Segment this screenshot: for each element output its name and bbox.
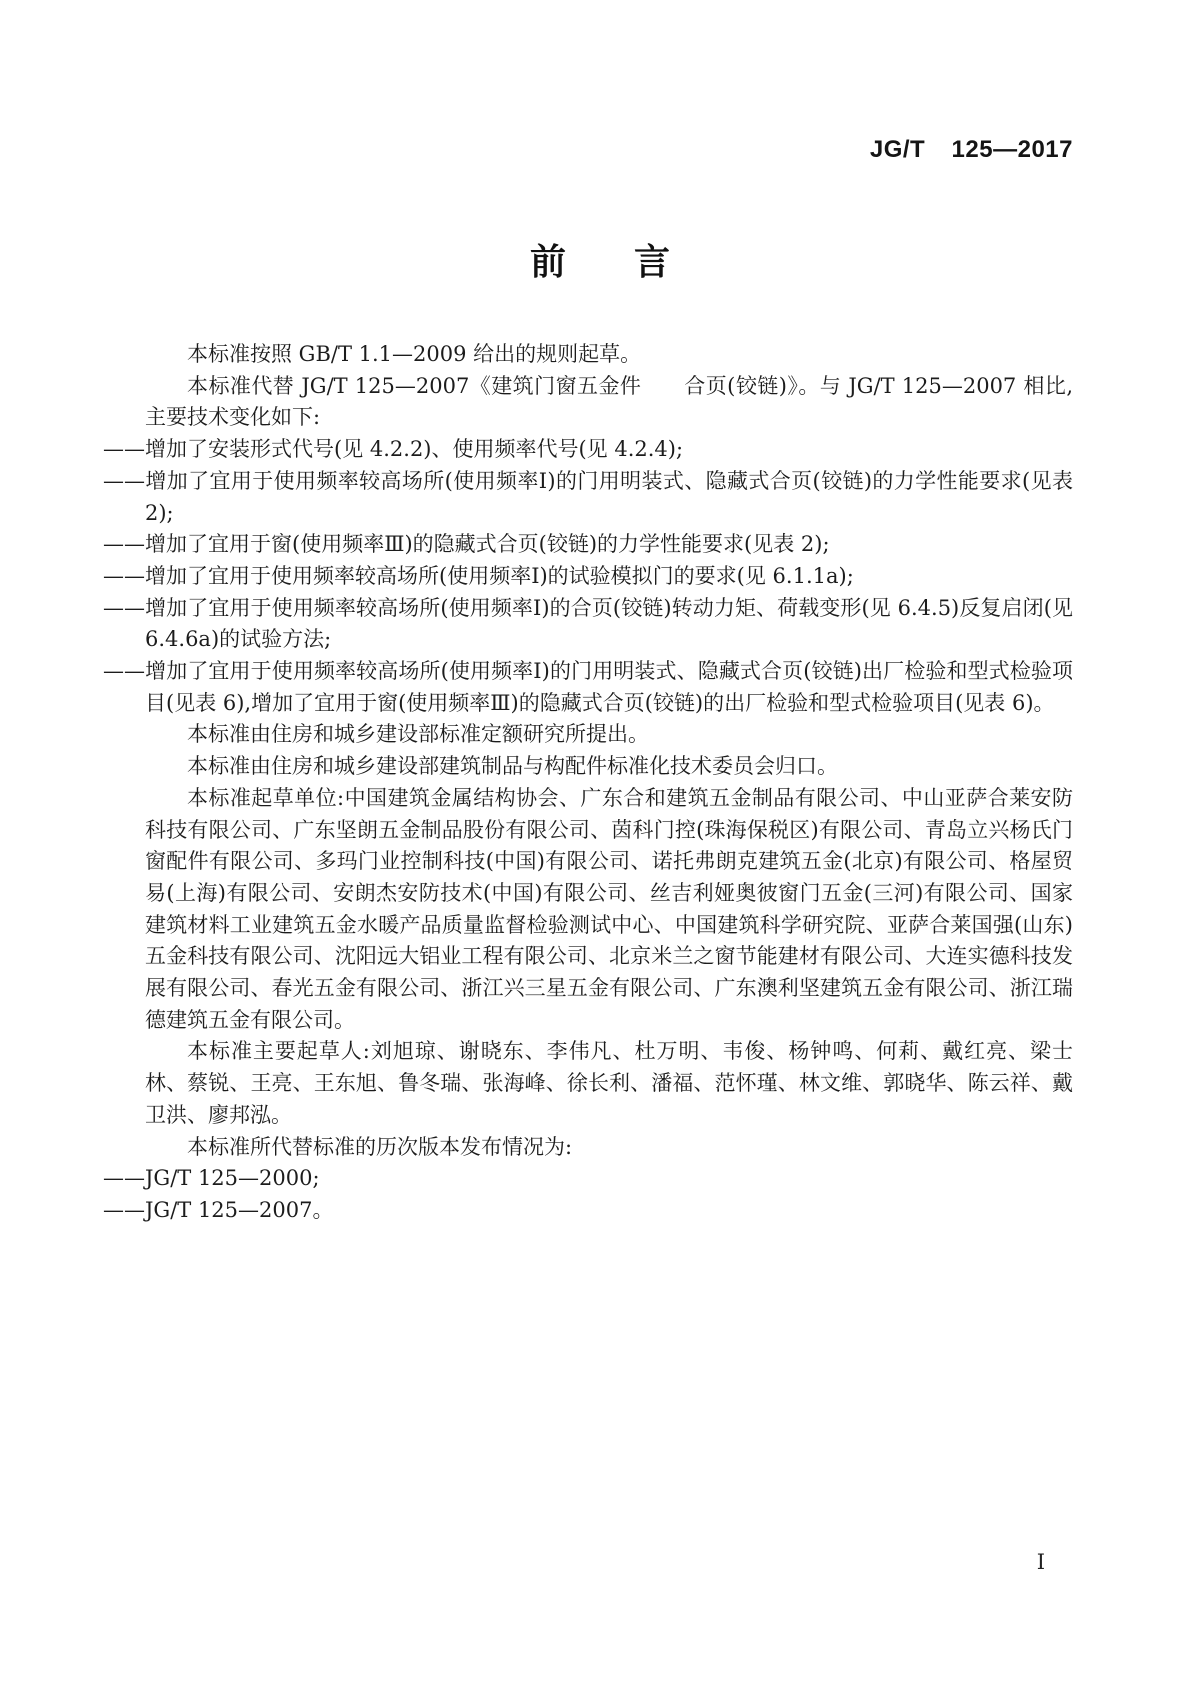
paragraph: ——增加了宜用于窗(使用频率Ⅲ)的隐藏式合页(铰链)的力学性能要求(见表 2); xyxy=(103,532,830,557)
paragraph: ——增加了宜用于使用频率较高场所(使用频率Ⅰ)的试验模拟门的要求(见 6.1.1a); xyxy=(103,563,854,588)
paragraph: ——JG/T 125—2007。 xyxy=(103,1197,334,1222)
standard-code-header: JG/T 125—2017 xyxy=(869,136,1073,163)
foreword-paragraphs xyxy=(103,339,1073,1227)
paragraph: ——增加了宜用于使用频率较高场所(使用频率Ⅰ)的门用明装式、隐藏式合页(铰链)的力学性能要求(见表 2); xyxy=(103,468,1073,525)
title-char-first: 前 xyxy=(529,241,566,282)
title-char-second: 言 xyxy=(634,241,671,282)
paragraph: 本标准所代替标准的历次版本发布情况为: xyxy=(187,1134,573,1159)
paragraph: 本标准由住房和城乡建设部标准定额研究所提出。 xyxy=(187,722,649,747)
paragraph: 本标准按照 GB/T 1.1—2009 给出的规则起草。 xyxy=(187,342,642,366)
paragraph: ——JG/T 125—2000; xyxy=(103,1166,320,1191)
paragraph: 本标准由住房和城乡建设部建筑制品与构配件标准化技术委员会归口。 xyxy=(187,754,838,779)
paragraph: ——增加了安装形式代号(见 4.2.2)、使用频率代号(见 4.2.4); xyxy=(103,437,684,462)
paragraph: ——增加了宜用于使用频率较高场所(使用频率Ⅰ)的合页(铰链)转动力矩、荷载变形(见 6.4.5)反复启闭(见 6.4.6a)的试验方法; xyxy=(103,595,1073,652)
page-number: Ⅰ xyxy=(1036,1550,1045,1574)
page-title xyxy=(0,241,1200,282)
paragraph: 本标准代替 JG/T 125—2007《建筑门窗五金件 合页(铰链)》。与 JG/T 125—2007 相比,主要技术变化如下: xyxy=(145,373,1073,430)
paragraph: ——增加了宜用于使用频率较高场所(使用频率Ⅰ)的门用明装式、隐藏式合页(铰链)出厂检验和型式检验项目(见表 6),增加了宜用于窗(使用频率Ⅲ)的隐藏式合页(铰链)的出厂检验和型式检验项目(见表 6)。 xyxy=(103,659,1073,715)
paragraph: 本标准起草单位:中国建筑金属结构协会、广东合和建筑五金制品有限公司、中山亚萨合莱安防科技有限公司、广东坚朗五金制品股份有限公司、茵科门控(珠海保税区)有限公司、青岛立兴杨氏门窗配件有限公司、多玛门业控制科技(中国)有限公司、诺托弗朗克建筑五金(北京)有限公司、格屋贸易(上海)有限公司、安朗杰安防技术(中国)有限公司、丝吉利娅奥彼窗门五金(三河)有限公司、国家建筑材料工业建筑五金水暖产品质量监督检验测试中心、中国建筑科学研究院、亚萨合莱国强(山东)五金科技有限公司、沈阳远大铝业工程有限公司、北京米兰之窗节能建材有限公司、大连实德科技发展有限公司、春光五金有限公司、浙江兴三星五金有限公司、广东澳利坚建筑五金有限公司、浙江瑞德建筑五金有限公司。 xyxy=(145,785,1073,1032)
paragraph: 本标准主要起草人:刘旭琼、谢晓东、李伟凡、杜万明、韦俊、杨钟鸣、何莉、戴红亮、梁士林、蔡锐、王亮、王东旭、鲁冬瑞、张海峰、徐长利、潘福、范怀瑾、林文维、郭晓华、陈云祥、戴卫洪、廖邦泓。 xyxy=(145,1039,1073,1127)
